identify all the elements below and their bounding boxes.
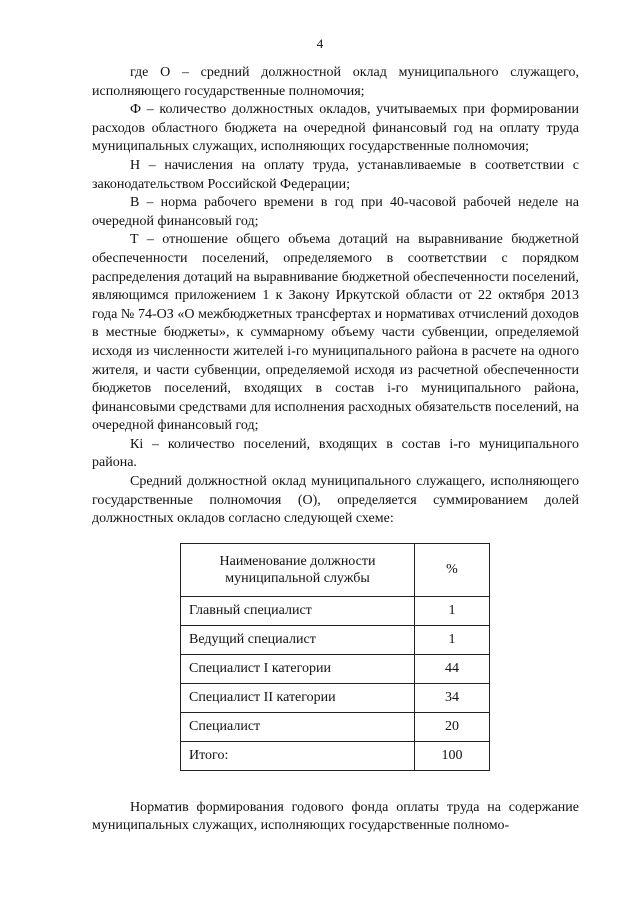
table-row (181, 683, 490, 712)
page-number: 4 (316, 36, 324, 51)
definition-paragraph: Ф – количество должностных окладов, учитываемых при формировании расходов областного бюджета на очередной финансовый год на оплату труда муниципальных служащих, исполняющих государственные полномочия; (92, 102, 579, 155)
table-row (181, 654, 490, 683)
table-row (181, 625, 490, 654)
position-name: Специалист I категории (181, 654, 415, 683)
table-row (181, 596, 490, 625)
total-percent: 100 (415, 741, 490, 770)
position-name: Главный специалист (181, 596, 415, 625)
header-percent: % (415, 543, 490, 596)
total-label: Итого: (181, 741, 415, 770)
position-percent: 1 (415, 596, 490, 625)
document-body (92, 64, 579, 836)
definition-paragraph: Т – отношение общего объема дотаций на выравнивание бюджетной обеспеченности поселений, определяемого в соответствии с порядком распределения дотаций на выравнивание бюджетной обеспеченности поселений, являющимся приложением 1 к Закону Иркутской области от 22 октября 2013 года № 74-ОЗ «О межбюджетных трансфертах и нормативах отчислений доходов в местные бюджеты», к суммарному объему части субвенции, определяемой исходя из численности жителей i-го муниципального района в расчете на одного жителя, и части субвенции, определяемой исходя из расчетной обеспеченности бюджетов поселений, входящих в состав i-го муниципального района, финансовыми средствами для исполнения расходных обязательств поселений, на очередной финансовый год; (92, 232, 579, 434)
definition-paragraph: Н – начисления на оплату труда, устанавливаемые в соответствии с законодательством Российской Федерации; (92, 157, 579, 192)
table-row (181, 712, 490, 741)
table-total-row (181, 741, 490, 770)
position-name: Специалист II категории (181, 683, 415, 712)
intro-paragraph: Средний должностной оклад муниципального служащего, исполняющего государственные полномочия (О), определяется суммированием долей должностных окладов согласно следующей схеме: (92, 474, 579, 527)
position-percent: 44 (415, 654, 490, 683)
salary-share-table (180, 543, 490, 771)
position-percent: 34 (415, 683, 490, 712)
norm-paragraph: Норматив формирования годового фонда оплаты труда на содержание муниципальных служащих, исполняющих государственные полномо- (92, 799, 579, 834)
position-percent: 1 (415, 625, 490, 654)
definition-paragraph: где О – средний должностной оклад муниципального служащего, исполняющего государственные полномочия; (92, 65, 579, 99)
position-name: Ведущий специалист (181, 625, 415, 654)
header-position-name: Наименование должности муниципальной службы (181, 543, 415, 596)
position-percent: 20 (415, 712, 490, 741)
table-header-row (181, 543, 490, 596)
definition-paragraph: Кi – количество поселений, входящих в состав i-го муниципального района. (92, 436, 579, 471)
definition-paragraph: В – норма рабочего времени в год при 40-часовой рабочей неделе на очередной финансовый год; (92, 195, 579, 229)
position-name: Специалист (181, 712, 415, 741)
